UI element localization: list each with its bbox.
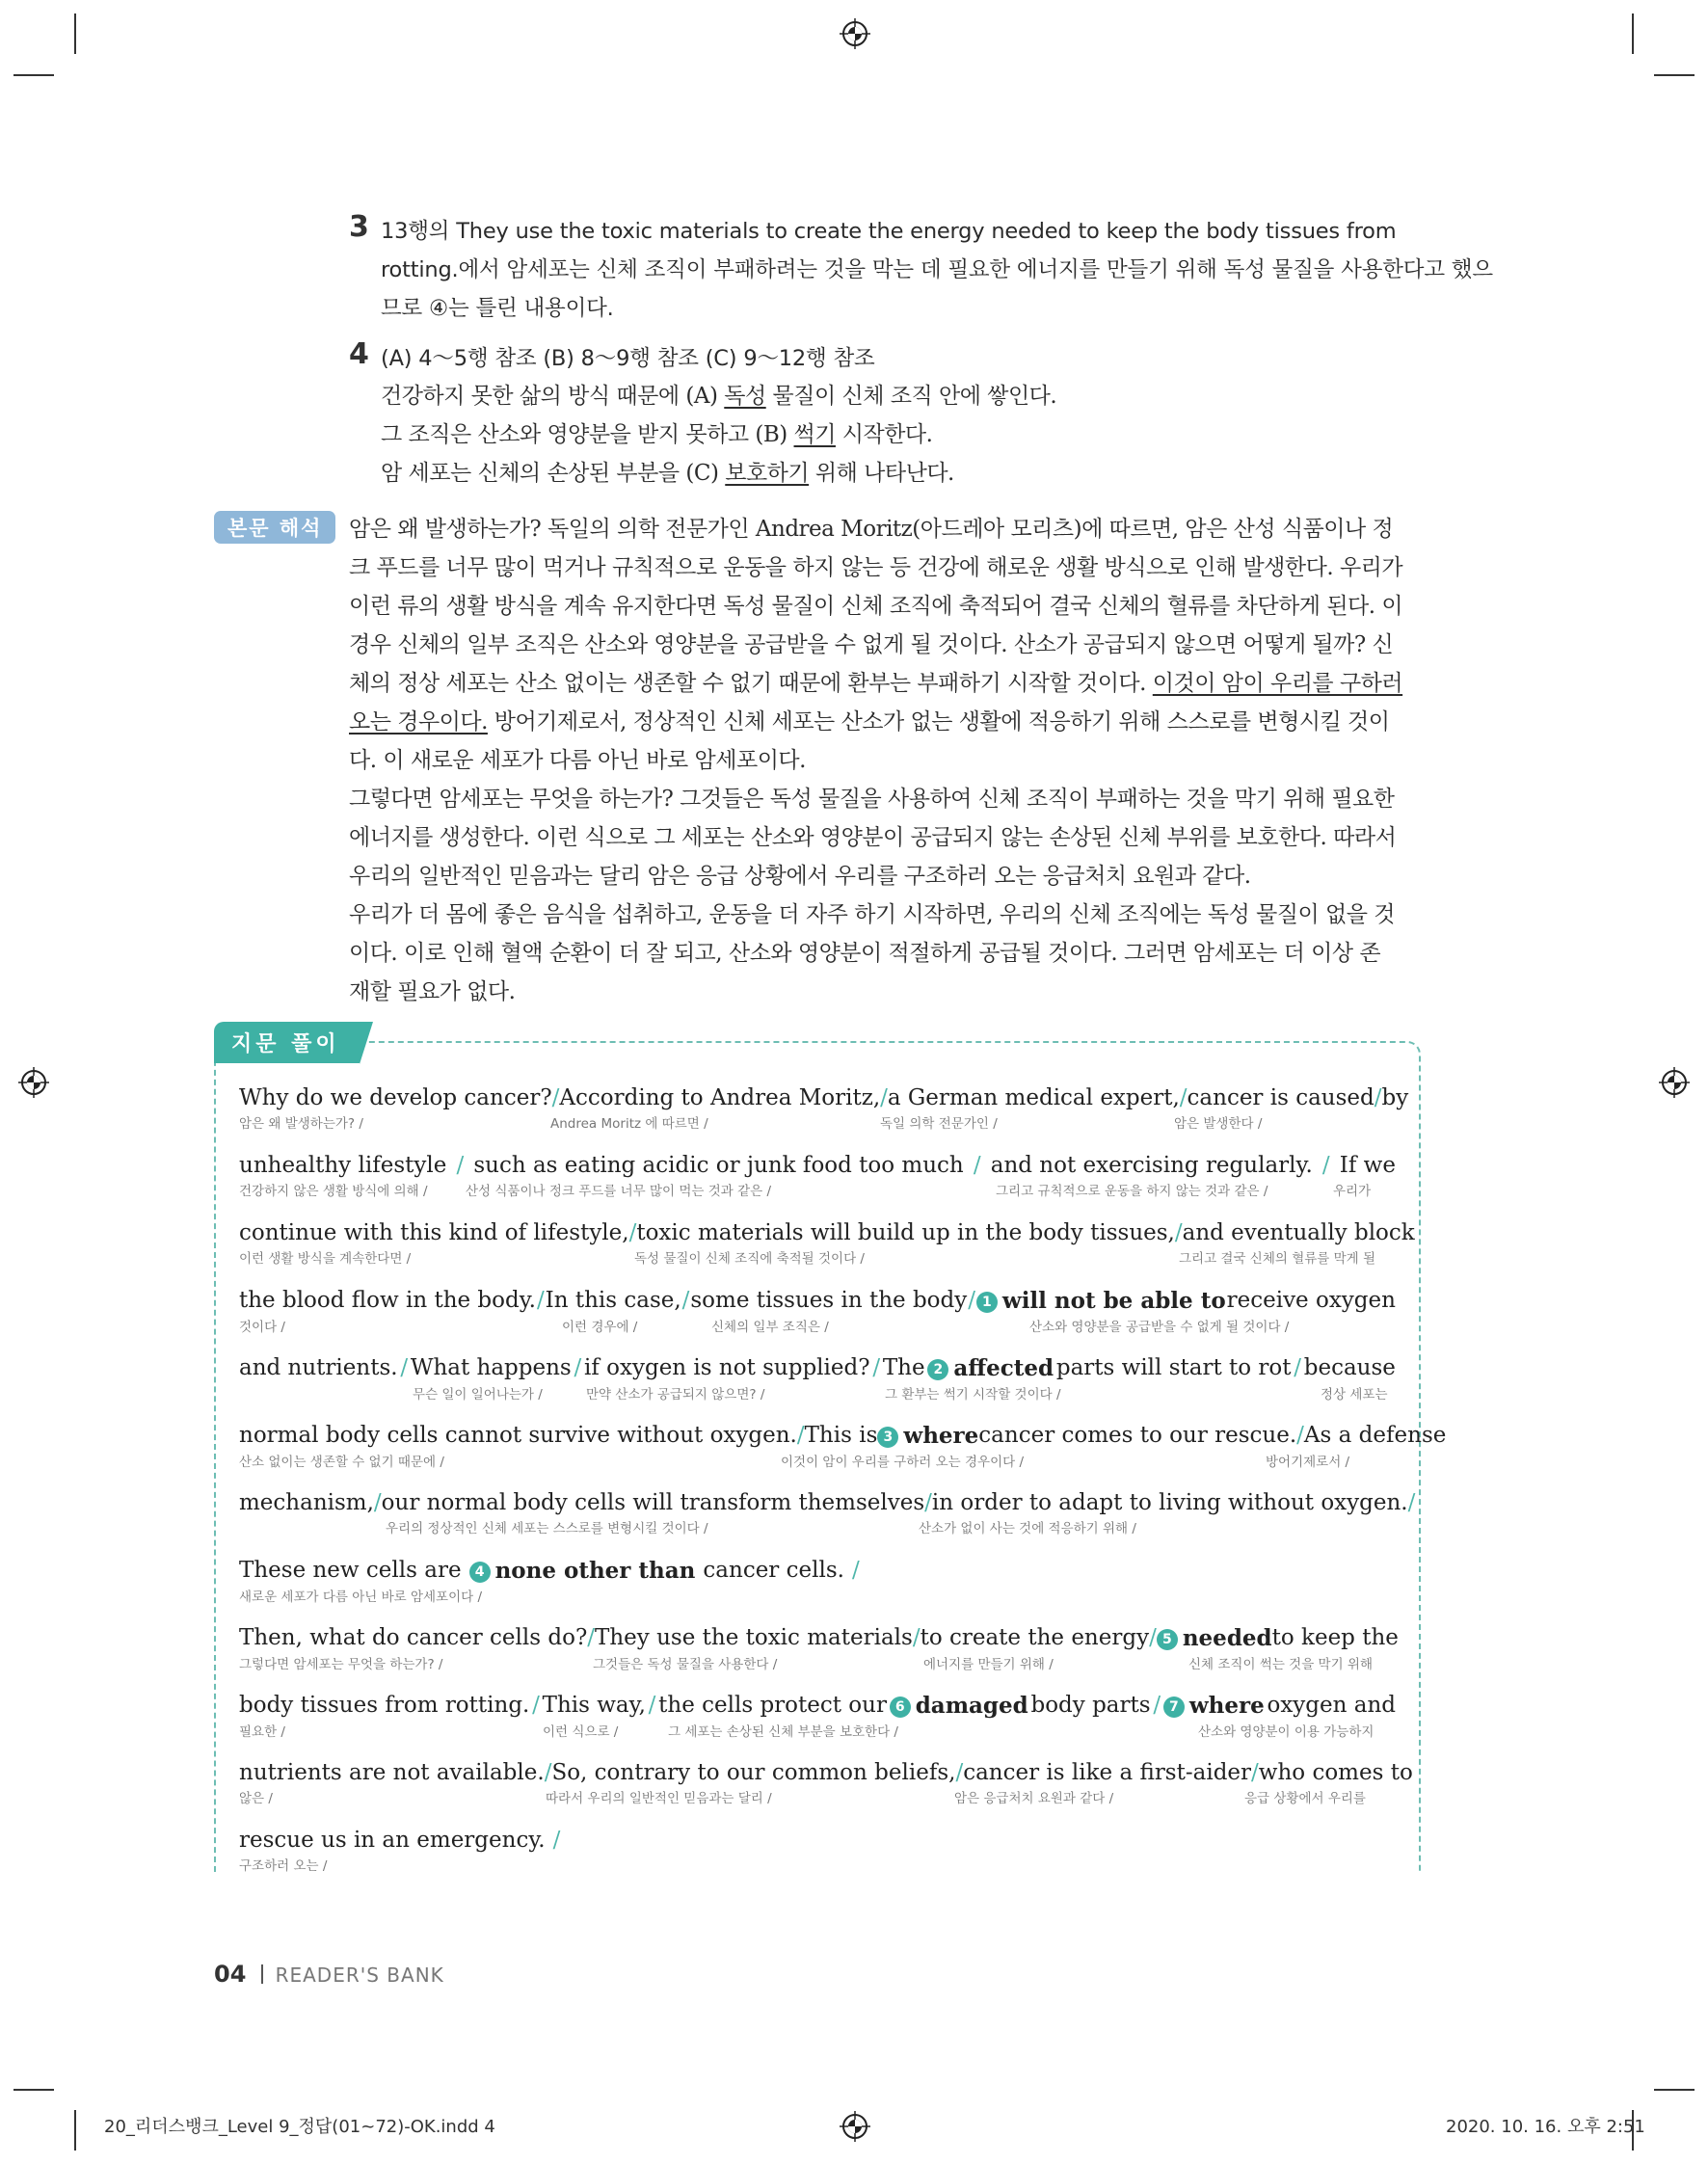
translation-line: 우리가 더 몸에 좋은 음식을 섭취하고, 운동을 더 자주 하기 시작하면, 우리의 신체 조직에는 독성 물질이 없을 것 <box>349 902 1396 927</box>
question-number: 3 <box>349 210 369 244</box>
analysis-row: body tissues from rotting. / This way, / the cells protect our 6 damaged body parts / 7 where oxygen and 필요한 / 이런 식으로 / 그 세포는 손상된 신체 부분을 보호한다 / 산소와 영양분이 이용 가능하지 <box>239 1693 1396 1740</box>
item-number-badge: 6 <box>890 1696 911 1718</box>
translation-line: 이런 류의 생활 방식을 계속 유지한다면 독성 물질이 신체 조직에 축적되어 결국 신체의 혈류를 차단하게 된다. 이 <box>349 594 1403 619</box>
answer-line: 13행의 They use the toxic materials to create the energy needed to keep the body tissues from <box>381 219 1397 244</box>
question-number: 4 <box>349 337 369 371</box>
analysis-row: nutrients are not available. / So, contrary to our common beliefs, / cancer is like a first-aider / who comes to 않은 / 따라서 우리의 일반적인 믿음과는 달리 / 암은 응급처치 요원과 같다 / 응급 상황에서 우리를 <box>239 1760 1413 1806</box>
summary-line: 건강하지 못한 삶의 방식 때문에 (A) 독성 물질이 신체 조직 안에 쌓인다. <box>381 384 1057 409</box>
file-slug: 20_리더스뱅크_Level 9_정답(01~72)-OK.indd 4 <box>104 2117 495 2137</box>
crop-mark <box>74 13 76 54</box>
translation-line: 우리의 일반적인 믿음과는 달리 암은 응급 상황에서 우리를 구조하러 오는 응급처치 요원과 같다. <box>349 864 1251 889</box>
translation-line: 다. 이 새로운 세포가 다름 아닌 바로 암세포이다. <box>349 748 806 773</box>
answer-blank: 독성 <box>724 384 766 409</box>
analysis-tab: 지문 풀이 <box>214 1022 360 1063</box>
item-number-badge: 1 <box>976 1292 998 1313</box>
answer-blank: 썩기 <box>793 422 836 447</box>
registration-mark-icon <box>839 17 871 50</box>
translation-line: 재할 필요가 없다. <box>349 979 516 1004</box>
translation-line: 이다. 이로 인해 혈액 순환이 더 잘 되고, 산소와 영양분이 적절하게 공급될 것이다. 그러면 암세포는 더 이상 존 <box>349 941 1381 966</box>
item-number-badge: 7 <box>1163 1696 1185 1718</box>
crop-mark <box>13 74 54 76</box>
registration-mark-icon <box>839 2110 871 2143</box>
item-number-badge: 2 <box>927 1359 948 1380</box>
item-number-badge: 5 <box>1157 1629 1178 1650</box>
answer-line: rotting.에서 암세포는 신체 조직이 부패하려는 것을 막는 데 필요한 에너지를 만들기 위해 독성 물질을 사용한다고 했으 <box>381 257 1493 282</box>
translation-line: 오는 경우이다. 방어기제로서, 정상적인 신체 세포는 산소가 없는 생활에 적응하기 위해 스스로를 변형시킬 것이 <box>349 709 1390 735</box>
summary-line: 암 세포는 신체의 손상된 부분을 (C) 보호하기 위해 나타난다. <box>381 461 954 486</box>
analysis-row: rescue us in an emergency. / 구조하러 오는 / <box>239 1828 561 1874</box>
book-title: READER'S BANK <box>275 1964 444 1987</box>
registration-mark-icon <box>17 1066 50 1099</box>
answer-blank: 보호하기 <box>725 461 810 486</box>
registration-mark-icon <box>1658 1066 1691 1099</box>
analysis-row: These new cells are 4 none other than cancer cells. / 새로운 세포가 다름 아닌 바로 암세포이다 / <box>239 1558 860 1605</box>
translation-line: 그렇다면 암세포는 무엇을 하는가? 그것들은 독성 물질을 사용하여 신체 조직이 부패하는 것을 막기 위해 필요한 <box>349 787 1395 812</box>
translation-line: 경우 신체의 일부 조직은 산소와 영양분을 공급받을 수 없게 될 것이다. 산소가 공급되지 않으면 어떻게 될까? 신 <box>349 632 1394 657</box>
analysis-row: continue with this kind of lifestyle, / toxic materials will build up in the body tissues, / and eventually block 이런 생활 방식을 계속한다면 / 독성 물질이 신체 조직에 축적될 것이다 / 그리고 결국 신체의 혈류를 막게 될 <box>239 1220 1415 1267</box>
translation-line: 체의 정상 세포는 산소 없이는 생존할 수 없기 때문에 환부는 부패하기 시작할 것이다. 이것이 암이 우리를 구하러 <box>349 671 1403 696</box>
summary-line: 그 조직은 산소와 영양분을 받지 못하고 (B) 썩기 시작한다. <box>381 422 933 447</box>
analysis-row: unhealthy lifestyle / such as eating acidic or junk food too much / and not exercising regularly. / If we 건강하지 않은 생활 방식에 의해 / 산성 식품이나 정크 푸드를 너무 많이 먹는 것과 같은 / 그리고 규칙적으로 운동을 하지 않는 것과 같은 / 우리가 <box>239 1153 1396 1199</box>
crop-mark <box>1632 13 1634 54</box>
translation-line: 크 푸드를 너무 많이 먹거나 규칙적으로 운동을 하지 않는 등 건강에 해로운 생활 방식으로 인해 발생한다. 우리가 <box>349 555 1403 580</box>
crop-mark <box>13 2089 54 2091</box>
answer-reference: (A) 4～5행 참조 (B) 8～9행 참조 (C) 9～12행 참조 <box>381 346 875 371</box>
crop-mark <box>74 2110 76 2151</box>
translation-line: 암은 왜 발생하는가? 독일의 의학 전문가인 Andrea Moritz(아드레아 모리츠)에 따르면, 암은 산성 식품이나 정 <box>349 517 1394 542</box>
page-footer <box>214 1961 444 1988</box>
print-date: 2020. 10. 16. 오후 2:51 <box>1446 2117 1645 2137</box>
analysis-row: Why do we develop cancer? / According to Andrea Moritz, / a German medical expert, / cancer is caused / by 암은 왜 발생하는가? / Andrea Moritz 에 따르면 / 독일 의학 전문가인 / 암은 발생한다 / <box>239 1085 1409 1132</box>
item-number-badge: 3 <box>877 1427 898 1448</box>
crop-mark <box>1654 74 1695 76</box>
analysis-row: mechanism, / our normal body cells will transform themselves / in order to adapt to living without oxygen. / 우리의 정상적인 신체 세포는 스스로를 변형시킬 것이다 / 산소가 없이 사는 것에 적응하기 위해 / <box>239 1490 1416 1536</box>
answer-line: 므로 ④는 틀린 내용이다. <box>381 296 614 321</box>
analysis-row: the blood flow in the body. / In this case, / some tissues in the body / 1 will not be able to receive oxygen 것이다 / 이런 경우에 / 신체의 일부 조직은 / 산소와 영양분을 공급받을 수 없게 될 것이다 / <box>239 1288 1396 1335</box>
analysis-row: and nutrients. / What happens / if oxygen is not supplied? / The 2 affected parts will start to rot / because 무슨 일이 일어나는가 / 만약 산소가 공급되지 않으면? / 그 환부는 썩기 시작할 것이다 / 정상 세포는 <box>239 1355 1396 1403</box>
item-number-badge: 4 <box>469 1562 491 1583</box>
analysis-row: normal body cells cannot survive without oxygen. / This is 3 where cancer comes to our rescue. / As a defense 산소 없이는 생존할 수 없기 때문에 / 이것이 암이 우리를 구하러 오는 경우이다 / 방어기제로서 / <box>239 1423 1447 1470</box>
translation-badge: 본문 해석 <box>214 511 335 544</box>
analysis-row: Then, what do cancer cells do? / They use the toxic materials / to create the energy / 5 needed to keep the 그렇다면 암세포는 무엇을 하는가? / 그것들은 독성 물질을 사용한다 / 에너지를 만들기 위해 / 신체 조직이 썩는 것을 막기 위해 <box>239 1625 1399 1672</box>
crop-mark <box>1654 2089 1695 2091</box>
translation-line: 에너지를 생성한다. 이런 식으로 그 세포는 산소와 영양분이 공급되지 않는 손상된 신체 부위를 보호한다. 따라서 <box>349 825 1397 850</box>
page-number: 04 <box>214 1961 247 1988</box>
